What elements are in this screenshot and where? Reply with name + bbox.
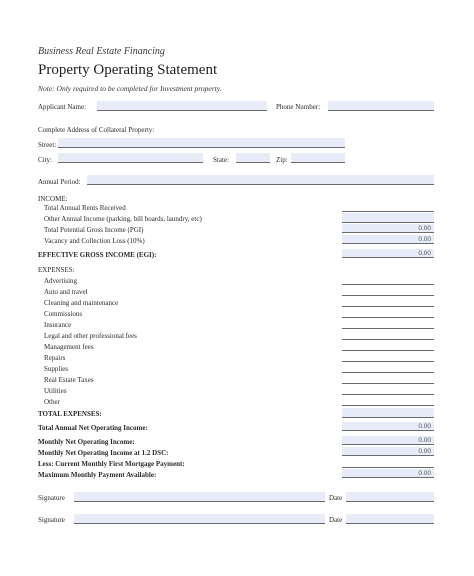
max-payment-label: Maximum Monthly Payment Available: <box>38 471 157 479</box>
monthly-noi-label: Monthly Net Operating Income: <box>38 438 135 446</box>
street-field[interactable] <box>58 138 345 148</box>
applicant-name-label: Applicant Name: <box>38 103 87 111</box>
income-row-field[interactable] <box>342 202 434 212</box>
expense-item-field[interactable] <box>342 275 434 285</box>
mortgage-payment-label: Less: Current Monthly First Mortgage Payment: <box>38 460 185 468</box>
form-subtitle: Business Real Estate Financing <box>38 46 165 57</box>
income-row-label: Vacancy and Collection Loss (10%) <box>44 237 145 245</box>
egi-label: EFFECTIVE GROSS INCOME (EGI): <box>38 251 157 259</box>
date-field[interactable] <box>346 492 434 502</box>
expense-item-label: Legal and other professional fees <box>44 332 137 340</box>
form-note: Note: Only required to be completed for Investment property. <box>38 84 222 93</box>
annual-noi-label: Total Annual Net Operating Income: <box>38 424 148 432</box>
expense-item-field[interactable] <box>342 330 434 340</box>
expense-item-field[interactable] <box>342 297 434 307</box>
street-label: Street: <box>38 141 57 149</box>
expense-item-label: Real Estate Taxes <box>44 376 94 384</box>
date-label: Date <box>329 494 343 502</box>
income-row-label: Other Annual Income (parking, bill boards, laundry, etc) <box>44 215 202 223</box>
monthly-noi-dsc-label: Monthly Net Operating Income at 1.2 DSC: <box>38 449 169 457</box>
income-row-field[interactable] <box>342 213 434 223</box>
phone-number-label: Phone Number: <box>276 103 321 111</box>
form-title: Property Operating Statement <box>38 62 218 78</box>
signature-label: Signature <box>38 494 65 502</box>
address-heading: Complete Address of Collateral Property: <box>38 126 155 134</box>
income-row-label: Total Annual Rents Received <box>44 204 126 212</box>
expense-item-field[interactable] <box>342 286 434 296</box>
signature-field[interactable] <box>74 492 325 502</box>
total-expenses-field[interactable] <box>342 408 434 418</box>
monthly-noi-dsc-value: 0.00 <box>342 447 434 456</box>
expense-item-field[interactable] <box>342 352 434 362</box>
signature-field[interactable] <box>74 514 325 524</box>
city-field[interactable] <box>58 153 203 163</box>
expense-item-label: Insurance <box>44 321 72 329</box>
expense-item-label: Other <box>44 398 60 406</box>
date-field[interactable] <box>346 514 434 524</box>
expense-item-label: Supplies <box>44 365 69 373</box>
expense-item-field[interactable] <box>342 363 434 373</box>
expense-item-field[interactable] <box>342 374 434 384</box>
state-label: State: <box>213 156 229 164</box>
expense-item-field[interactable] <box>342 319 434 329</box>
expense-item-label: Utilities <box>44 387 67 395</box>
annual-period-label: Annual Period: <box>38 178 81 186</box>
zip-label: Zip: <box>276 156 288 164</box>
egi-value: 0.00 <box>342 249 434 258</box>
date-label: Date <box>329 516 343 524</box>
applicant-name-field[interactable] <box>97 101 267 111</box>
expense-item-label: Auto and travel <box>44 288 88 296</box>
annual-noi-value: 0.00 <box>342 422 434 431</box>
phone-number-field[interactable] <box>328 101 434 111</box>
total-expenses-label: TOTAL EXPENSES: <box>38 410 102 418</box>
expense-item-field[interactable] <box>342 341 434 351</box>
income-row-label: Total Potential Gross Income (PGI) <box>44 226 144 234</box>
max-payment-value: 0.00 <box>342 469 434 478</box>
income-heading: INCOME: <box>38 195 68 203</box>
mortgage-payment-field[interactable] <box>342 458 434 468</box>
zip-field[interactable] <box>291 153 345 163</box>
monthly-noi-value: 0.00 <box>342 436 434 445</box>
expense-item-label: Management fees <box>44 343 94 351</box>
expenses-heading: EXPENSES: <box>38 266 75 274</box>
expense-item-label: Advertising <box>44 277 78 285</box>
signature-label: Signature <box>38 516 65 524</box>
city-label: City: <box>38 156 53 164</box>
vacancy-value: 0.00 <box>342 235 434 244</box>
pgi-value: 0.00 <box>342 224 434 233</box>
state-field[interactable] <box>236 153 270 163</box>
annual-period-field[interactable] <box>87 175 434 185</box>
expense-item-field[interactable] <box>342 385 434 395</box>
expense-item-label: Commissions <box>44 310 83 318</box>
expense-item-label: Repairs <box>44 354 66 362</box>
expense-item-label: Cleaning and maintenance <box>44 299 119 307</box>
expense-item-field[interactable] <box>342 308 434 318</box>
expense-item-field[interactable] <box>342 396 434 406</box>
